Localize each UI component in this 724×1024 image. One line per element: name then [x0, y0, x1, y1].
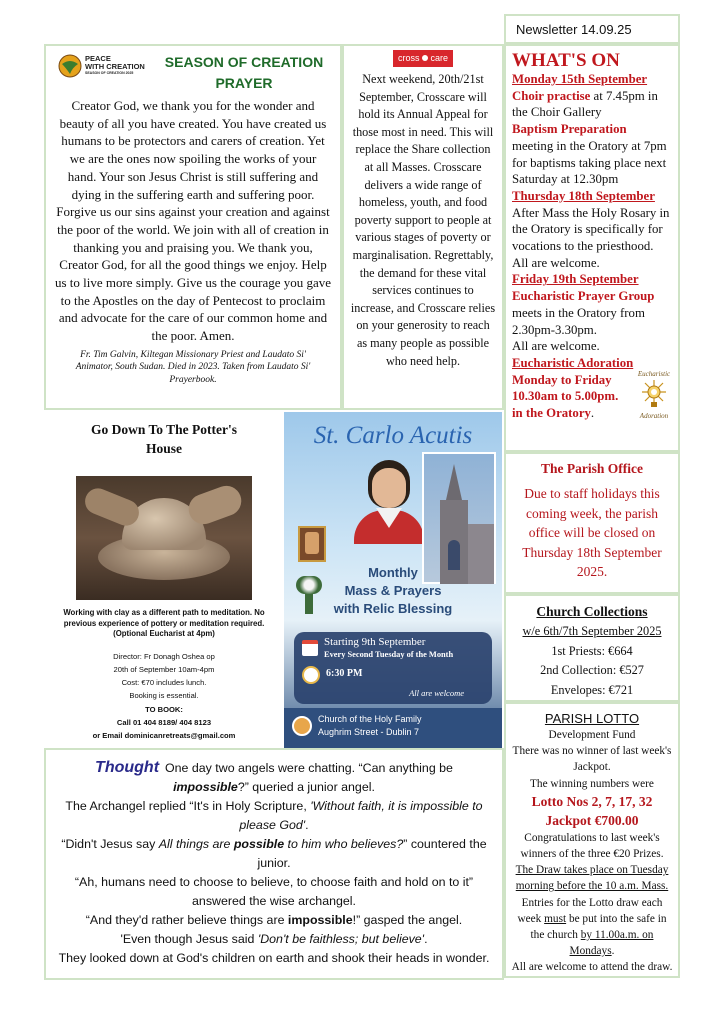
clock-icon [302, 666, 320, 684]
carlo-every: Every Second Tuesday of the Month [324, 650, 454, 659]
parish-office-box [504, 452, 680, 594]
adoration-badge: Eucharistic Adoration [637, 369, 671, 421]
carlo-poster [284, 412, 502, 748]
potter-tagline: Working with clay as a different path to meditation. No previous experience of pottery or meditation required. (Optional Eucharist at 4pm) [63, 608, 265, 638]
thought-line6: 'Even though Jesus said 'Don't be faithless; but believe'. [120, 932, 428, 946]
carlo-welcome: All are welcome [409, 688, 464, 698]
eucharistic-group-welcome: All are welcome. [512, 339, 600, 354]
carlo-title: St. Carlo Acutis [313, 422, 473, 449]
potter-details [50, 650, 278, 743]
potter-box [44, 410, 284, 748]
collections-week: w/e 6th/7th September 2025 [522, 623, 662, 638]
carlo-subtitle-line2: Mass & Prayers [344, 583, 442, 598]
baptism-label: Baptism Preparation [512, 122, 627, 137]
potter-title: Go Down To The Potter's House [90, 422, 237, 456]
thought-line2: The Archangel replied “It's in Holy Scripture, 'Without faith, it is impossible to please God'. [65, 799, 483, 832]
carlo-subtitle-line3: with Relic Blessing [333, 601, 453, 616]
newsletter-date: Newsletter 14.09.25 [516, 22, 632, 37]
carlo-portrait [354, 460, 424, 544]
whats-on-heading: WHAT'S ON [512, 50, 620, 71]
carlo-time: 6:30 PM [326, 668, 363, 679]
lotto-numbers-intro: The winning numbers were [530, 777, 654, 790]
thought-line1: Thought One day two angels were chatting. “Can anything be impossible?” queried a junior angel. [95, 759, 453, 794]
crosscare-logo-left: cross [397, 53, 420, 63]
lotto-jackpot: Jackpot €700.00 [545, 812, 639, 828]
potter-date: 20th of September 10am-4pm [113, 664, 215, 674]
prayer-credit: Fr. Tim Galvin, Kiltegan Missionary Priest and Laudato Si' Animator, South Sudan. Died in 2023. Taken from Laudato Si' Prayerbook. [75, 349, 311, 385]
lotto-congrats: Congratulations to last week's winners of the three €20 Prizes. [520, 831, 664, 861]
carlo-starting: Starting 9th September [324, 636, 426, 648]
thought-line3: “Didn't Jesus say All things are possible to him who believes?” countered the junior. [61, 837, 487, 870]
adoration-heading: Eucharistic Adoration [512, 355, 634, 370]
crosscare-box [342, 44, 504, 410]
friday-heading: Friday 19th September [512, 272, 639, 287]
flowers-image [294, 576, 324, 616]
eucharistic-group-label: Eucharistic Prayer Group [512, 289, 655, 304]
potter-director: Director: Fr Donagh Oshea op [113, 651, 215, 661]
whats-on-box [504, 44, 680, 452]
logo-line3: SEASON OF CREATION 2025 [85, 71, 134, 75]
newsletter-date-box [504, 14, 680, 44]
lotto-draw-info: The Draw takes place on Tuesday morning before the 10 a.m. Mass. Entries for the Lotto draw each week must be put into the safe in the church by 11.00a.m. on Mondays. [515, 864, 669, 958]
calendar-icon [302, 640, 318, 656]
potter-clay-image [76, 476, 252, 600]
potter-cost: Cost: €70 includes lunch. [121, 678, 207, 688]
prayer-box [44, 44, 342, 410]
parish-crest-icon [292, 716, 312, 736]
monday-heading: Monday 15th September [512, 72, 648, 86]
potter-call: Call 01 404 8189/ 404 8123 [116, 717, 212, 727]
potter-to-book: TO BOOK: [145, 704, 183, 714]
globe-icon [58, 54, 82, 80]
crosscare-logo-right: care [430, 53, 449, 63]
potter-booking: Booking is essential. [129, 691, 199, 701]
adoration-text: Monday to Friday 10.30am to 5.00pm. in the Oratory. [512, 372, 619, 421]
carlo-schedule-panel [294, 632, 492, 704]
lotto-subtitle: Development Fund [548, 729, 636, 741]
carlo-church-line1: Church of the Holy Family [318, 714, 422, 724]
choir-practise: Choir practise at 7.45pm in the Choir Gallery [512, 88, 658, 120]
eucharistic-group-text: meets in the Oratory from 2.30pm-3.30pm. [512, 305, 645, 337]
collections-row-priests: 1st Priests: €664 [551, 643, 633, 658]
relic-frame-image [298, 526, 326, 562]
collections-row-second: 2nd Collection: €527 [540, 663, 644, 678]
carlo-subtitle-line1: Monthly [368, 565, 418, 580]
crosscare-body: Next weekend, 20th/21st September, Crosscare will hold its Annual Appeal for those most in need. This will replace the Share collection at all Masses. Crosscare delivers a wide range of homeless, youth, and food poverty support to people at various stages of poverty or marginalisation. Regrettably, the demand for these vital services continues to increase, and Crosscare relies on your generosity to reach as many people as possible who need help. [350, 72, 496, 368]
parish-office-title: The Parish Office [541, 461, 643, 476]
prayer-body: Creator God, we thank you for the wonder and beauty of all you have created. You have created us humans to be protectors and carers of creation. Yet we are the ones now spoiling the works of your hand. Your son Jesus Christ is still suffering and dying in the suffering earth and suffering poor. Forgive us our sins against your creation and against the poor of the world. We join with all of creation in thanking you and praising you. We thank you, Creator God, for all the good things we enjoy. Help us to live more simply. Give us the courage you gave to the Apostles on the day of Pentecost to proclaim and advocate for the care of our common home and the poor. Amen. [54, 98, 332, 344]
lotto-box [504, 702, 680, 978]
thought-line4: “Ah, humans need to choose to believe, to choose faith and hold on to it” answered the wise archangel. [74, 875, 474, 908]
parish-office-body: Due to staff holidays this coming week, the parish office will be closed on Thursday 18th September 2025. [522, 486, 662, 579]
thought-label: Thought [95, 759, 160, 776]
thought-line7: They looked down at God's children on earth and shook their heads in wonder. [58, 951, 490, 965]
lotto-welcome: All are welcome to attend the draw. [511, 961, 673, 974]
collections-title: Church Collections [536, 604, 648, 619]
thursday-heading: Thursday 18th September [512, 188, 655, 203]
thought-box [44, 748, 504, 980]
collections-box [504, 594, 680, 702]
prayer-title-line2: PRAYER [215, 75, 273, 91]
peace-with-creation-logo [58, 54, 158, 84]
crosscare-heart-icon [422, 55, 428, 61]
logo-line1: PEACE [85, 54, 111, 63]
thought-line5: “And they'd rather believe things are impossible!” gasped the angel. [85, 913, 463, 927]
lotto-title: PARISH LOTTO [544, 711, 640, 726]
logo-line2: WITH CREATION [85, 62, 145, 71]
monstrance-icon [640, 378, 668, 408]
carlo-church-line2: Aughrim Street - Dublin 7 [318, 727, 420, 737]
thursday-text: After Mass the Holy Rosary in the Oratory is specifically for vocations to the priesthood. All are welcome. [512, 205, 670, 270]
crosscare-logo [393, 50, 453, 67]
potter-email: or Email dominicanretreats@gmail.com [92, 731, 236, 741]
prayer-title [154, 52, 334, 94]
collections-row-envelopes: Envelopes: €721 [550, 683, 634, 698]
lotto-numbers: Lotto Nos 2, 7, 17, 32 [531, 793, 653, 809]
lotto-no-winner: There was no winner of last week's Jackpot. [512, 745, 672, 774]
carlo-church-panel [284, 708, 502, 748]
baptism-text: meeting in the Oratory at 7pm for baptisms taking place next Saturday at 12.30pm [512, 138, 667, 187]
carlo-subtitle [328, 564, 458, 618]
prayer-title-line1: SEASON OF CREATION [164, 54, 324, 70]
